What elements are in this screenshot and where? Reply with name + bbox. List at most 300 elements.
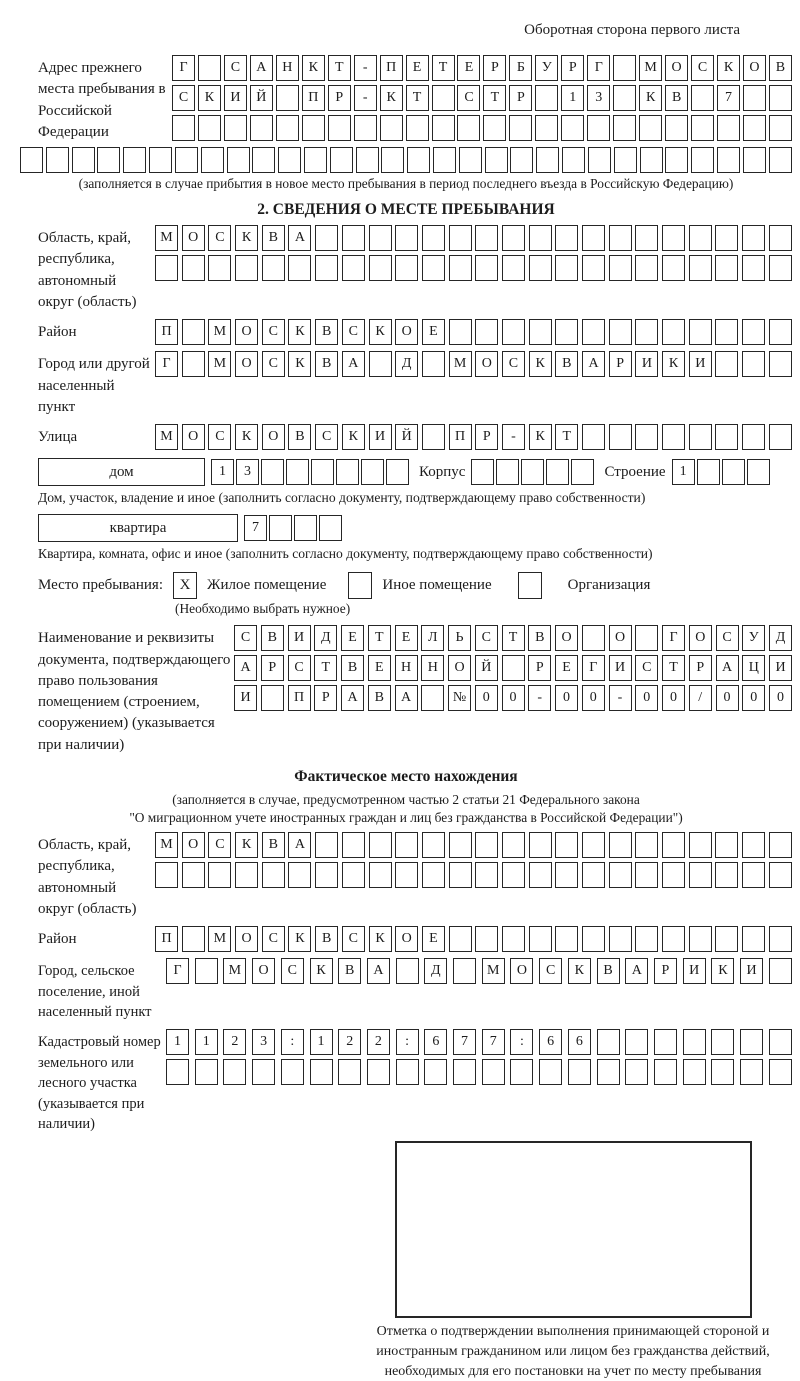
char-cell[interactable]: К (639, 85, 662, 111)
char-cell[interactable]: С (288, 655, 311, 681)
char-cell[interactable] (433, 147, 456, 173)
char-cell[interactable]: М (449, 351, 472, 377)
char-cell[interactable]: С (502, 351, 525, 377)
char-cell[interactable] (475, 862, 498, 888)
char-cell[interactable]: Г (662, 625, 685, 651)
char-cell[interactable] (369, 862, 392, 888)
char-cell[interactable]: К (380, 85, 403, 111)
char-cell[interactable]: С (208, 832, 231, 858)
char-cell[interactable]: 0 (716, 685, 739, 711)
char-cell[interactable]: М (208, 351, 231, 377)
char-cell[interactable]: Т (555, 424, 578, 450)
char-cell[interactable]: О (743, 55, 766, 81)
char-cell[interactable]: В (315, 351, 338, 377)
char-cell[interactable]: 1 (672, 459, 695, 485)
char-cell[interactable] (654, 1029, 677, 1055)
char-cell[interactable] (769, 1029, 792, 1055)
char-cell[interactable] (582, 225, 605, 251)
char-cell[interactable]: М (155, 832, 178, 858)
char-cell[interactable]: 1 (211, 459, 234, 485)
char-cell[interactable] (635, 862, 658, 888)
char-cell[interactable]: В (769, 55, 792, 81)
char-cell[interactable] (459, 147, 482, 173)
char-cell[interactable] (715, 319, 738, 345)
char-cell[interactable] (449, 832, 472, 858)
char-cell[interactable] (587, 115, 610, 141)
char-cell[interactable] (510, 1059, 533, 1085)
char-cell[interactable]: Т (314, 655, 337, 681)
char-cell[interactable] (613, 55, 636, 81)
char-cell[interactable]: 7 (482, 1029, 505, 1055)
char-cell[interactable]: П (449, 424, 472, 450)
char-cell[interactable]: Е (457, 55, 480, 81)
char-cell[interactable]: В (262, 225, 285, 251)
char-cell[interactable] (689, 926, 712, 952)
char-cell[interactable] (715, 926, 738, 952)
char-cell[interactable]: 0 (662, 685, 685, 711)
char-cell[interactable]: К (288, 319, 311, 345)
char-cell[interactable] (582, 926, 605, 952)
char-cell[interactable] (582, 255, 605, 281)
char-cell[interactable] (310, 1059, 333, 1085)
char-cell[interactable]: Т (368, 625, 391, 651)
char-cell[interactable] (182, 319, 205, 345)
char-cell[interactable] (342, 225, 365, 251)
char-cell[interactable]: Р (261, 655, 284, 681)
char-cell[interactable] (582, 424, 605, 450)
char-cell[interactable]: В (288, 424, 311, 450)
char-cell[interactable] (223, 1059, 246, 1085)
checkbox-inoe[interactable] (348, 572, 372, 599)
char-cell[interactable] (769, 424, 792, 450)
char-cell[interactable]: 0 (555, 685, 578, 711)
char-cell[interactable] (315, 862, 338, 888)
char-cell[interactable]: Р (483, 55, 506, 81)
char-cell[interactable] (609, 225, 632, 251)
char-cell[interactable] (338, 1059, 361, 1085)
char-cell[interactable]: К (198, 85, 221, 111)
char-cell[interactable]: О (182, 832, 205, 858)
checkbox-org[interactable] (518, 572, 542, 599)
char-cell[interactable] (262, 255, 285, 281)
char-cell[interactable]: К (568, 958, 591, 984)
char-cell[interactable] (597, 1029, 620, 1055)
char-cell[interactable] (561, 115, 584, 141)
char-cell[interactable]: Р (609, 351, 632, 377)
char-cell[interactable]: 0 (582, 685, 605, 711)
char-cell[interactable] (502, 926, 525, 952)
char-cell[interactable] (529, 832, 552, 858)
char-cell[interactable]: 3 (252, 1029, 275, 1055)
char-cell[interactable]: М (155, 225, 178, 251)
checkbox-zhiloe[interactable]: X (173, 572, 197, 599)
char-cell[interactable]: Е (395, 625, 418, 651)
char-cell[interactable]: О (252, 958, 275, 984)
char-cell[interactable]: У (742, 625, 765, 651)
char-cell[interactable] (662, 319, 685, 345)
char-cell[interactable] (155, 255, 178, 281)
char-cell[interactable] (697, 459, 720, 485)
char-cell[interactable]: И (234, 685, 257, 711)
char-cell[interactable]: Й (250, 85, 273, 111)
char-cell[interactable] (261, 459, 284, 485)
char-cell[interactable]: К (529, 424, 552, 450)
char-cell[interactable]: С (342, 926, 365, 952)
char-cell[interactable] (286, 459, 309, 485)
char-cell[interactable]: Е (422, 319, 445, 345)
char-cell[interactable] (689, 424, 712, 450)
char-cell[interactable] (483, 115, 506, 141)
char-cell[interactable] (330, 147, 353, 173)
char-cell[interactable] (432, 85, 455, 111)
char-cell[interactable] (562, 147, 585, 173)
char-cell[interactable] (449, 255, 472, 281)
char-cell[interactable]: Д (314, 625, 337, 651)
char-cell[interactable]: Р (328, 85, 351, 111)
char-cell[interactable] (689, 255, 712, 281)
char-cell[interactable]: Н (276, 55, 299, 81)
char-cell[interactable] (276, 115, 299, 141)
char-cell[interactable] (328, 115, 351, 141)
char-cell[interactable]: У (535, 55, 558, 81)
char-cell[interactable]: О (510, 958, 533, 984)
char-cell[interactable] (715, 255, 738, 281)
char-cell[interactable] (614, 147, 637, 173)
char-cell[interactable]: А (341, 685, 364, 711)
char-cell[interactable]: С (208, 424, 231, 450)
char-cell[interactable] (662, 255, 685, 281)
char-cell[interactable] (198, 115, 221, 141)
char-cell[interactable] (354, 115, 377, 141)
char-cell[interactable]: В (528, 625, 551, 651)
char-cell[interactable]: О (235, 319, 258, 345)
char-cell[interactable] (421, 685, 444, 711)
char-cell[interactable]: 7 (244, 515, 267, 541)
char-cell[interactable] (742, 255, 765, 281)
char-cell[interactable] (475, 319, 498, 345)
char-cell[interactable] (336, 459, 359, 485)
char-cell[interactable] (582, 832, 605, 858)
char-cell[interactable] (742, 862, 765, 888)
char-cell[interactable] (395, 225, 418, 251)
char-cell[interactable] (635, 424, 658, 450)
char-cell[interactable] (609, 862, 632, 888)
char-cell[interactable]: Е (555, 655, 578, 681)
char-cell[interactable]: О (609, 625, 632, 651)
char-cell[interactable]: Т (432, 55, 455, 81)
char-cell[interactable] (769, 862, 792, 888)
char-cell[interactable]: Г (582, 655, 605, 681)
char-cell[interactable]: А (367, 958, 390, 984)
char-cell[interactable] (97, 147, 120, 173)
char-cell[interactable] (529, 926, 552, 952)
char-cell[interactable]: - (502, 424, 525, 450)
char-cell[interactable] (743, 147, 766, 173)
char-cell[interactable] (406, 115, 429, 141)
char-cell[interactable]: 1 (310, 1029, 333, 1055)
char-cell[interactable] (288, 862, 311, 888)
char-cell[interactable]: Р (561, 55, 584, 81)
char-cell[interactable]: А (395, 685, 418, 711)
char-cell[interactable] (546, 459, 569, 485)
char-cell[interactable]: А (625, 958, 648, 984)
char-cell[interactable]: А (250, 55, 273, 81)
char-cell[interactable]: М (639, 55, 662, 81)
char-cell[interactable] (369, 351, 392, 377)
char-cell[interactable] (747, 459, 770, 485)
char-cell[interactable] (740, 1029, 763, 1055)
char-cell[interactable]: О (262, 424, 285, 450)
char-cell[interactable] (424, 1059, 447, 1085)
char-cell[interactable]: С (172, 85, 195, 111)
char-cell[interactable] (195, 1059, 218, 1085)
char-cell[interactable] (304, 147, 327, 173)
char-cell[interactable] (740, 1059, 763, 1085)
char-cell[interactable]: И (224, 85, 247, 111)
char-cell[interactable]: К (662, 351, 685, 377)
char-cell[interactable]: И (769, 655, 792, 681)
char-cell[interactable] (315, 832, 338, 858)
char-cell[interactable] (509, 115, 532, 141)
char-cell[interactable]: С (262, 319, 285, 345)
char-cell[interactable]: Р (654, 958, 677, 984)
char-cell[interactable]: 2 (223, 1029, 246, 1055)
char-cell[interactable] (662, 862, 685, 888)
char-cell[interactable] (571, 459, 594, 485)
char-cell[interactable]: М (155, 424, 178, 450)
char-cell[interactable] (367, 1059, 390, 1085)
char-cell[interactable] (482, 1059, 505, 1085)
char-cell[interactable]: 0 (635, 685, 658, 711)
char-cell[interactable]: В (555, 351, 578, 377)
char-cell[interactable] (369, 832, 392, 858)
char-cell[interactable] (198, 55, 221, 81)
char-cell[interactable] (195, 958, 218, 984)
char-cell[interactable] (342, 862, 365, 888)
char-cell[interactable]: Й (395, 424, 418, 450)
char-cell[interactable] (717, 147, 740, 173)
char-cell[interactable] (502, 255, 525, 281)
char-cell[interactable]: К (717, 55, 740, 81)
char-cell[interactable] (449, 319, 472, 345)
char-cell[interactable]: О (182, 225, 205, 251)
char-cell[interactable] (182, 351, 205, 377)
char-cell[interactable] (743, 115, 766, 141)
char-cell[interactable]: О (395, 319, 418, 345)
char-cell[interactable] (625, 1029, 648, 1055)
char-cell[interactable]: А (582, 351, 605, 377)
char-cell[interactable]: Д (395, 351, 418, 377)
char-cell[interactable]: К (310, 958, 333, 984)
char-cell[interactable]: А (234, 655, 257, 681)
char-cell[interactable]: А (288, 832, 311, 858)
char-cell[interactable] (208, 255, 231, 281)
char-cell[interactable]: : (281, 1029, 304, 1055)
char-cell[interactable] (302, 115, 325, 141)
char-cell[interactable] (613, 115, 636, 141)
char-cell[interactable]: С (457, 85, 480, 111)
char-cell[interactable] (201, 147, 224, 173)
char-cell[interactable]: В (341, 655, 364, 681)
char-cell[interactable] (502, 225, 525, 251)
char-cell[interactable]: : (510, 1029, 533, 1055)
char-cell[interactable] (568, 1059, 591, 1085)
char-cell[interactable] (471, 459, 494, 485)
char-cell[interactable] (769, 147, 792, 173)
char-cell[interactable] (662, 424, 685, 450)
char-cell[interactable] (386, 459, 409, 485)
char-cell[interactable] (742, 225, 765, 251)
char-cell[interactable] (555, 832, 578, 858)
char-cell[interactable] (356, 147, 379, 173)
char-cell[interactable] (582, 862, 605, 888)
char-cell[interactable] (769, 85, 792, 111)
char-cell[interactable]: И (635, 351, 658, 377)
char-cell[interactable] (691, 85, 714, 111)
char-cell[interactable] (769, 319, 792, 345)
char-cell[interactable]: К (235, 225, 258, 251)
char-cell[interactable]: К (288, 351, 311, 377)
char-cell[interactable] (182, 862, 205, 888)
char-cell[interactable]: И (609, 655, 632, 681)
char-cell[interactable]: О (395, 926, 418, 952)
char-cell[interactable]: 3 (587, 85, 610, 111)
char-cell[interactable] (278, 147, 301, 173)
char-cell[interactable]: 0 (769, 685, 792, 711)
char-cell[interactable] (769, 958, 792, 984)
char-cell[interactable] (639, 115, 662, 141)
char-cell[interactable] (625, 1059, 648, 1085)
char-cell[interactable]: Р (689, 655, 712, 681)
char-cell[interactable] (715, 225, 738, 251)
char-cell[interactable]: В (315, 926, 338, 952)
char-cell[interactable]: Г (587, 55, 610, 81)
char-cell[interactable] (555, 225, 578, 251)
char-cell[interactable] (662, 926, 685, 952)
char-cell[interactable]: : (396, 1029, 419, 1055)
char-cell[interactable]: А (716, 655, 739, 681)
char-cell[interactable]: К (302, 55, 325, 81)
char-cell[interactable]: Е (368, 655, 391, 681)
char-cell[interactable] (422, 225, 445, 251)
char-cell[interactable] (172, 115, 195, 141)
char-cell[interactable] (396, 1059, 419, 1085)
char-cell[interactable] (422, 351, 445, 377)
char-cell[interactable] (555, 862, 578, 888)
char-cell[interactable] (742, 424, 765, 450)
char-cell[interactable]: Т (483, 85, 506, 111)
char-cell[interactable] (510, 147, 533, 173)
char-cell[interactable] (175, 147, 198, 173)
char-cell[interactable]: П (288, 685, 311, 711)
char-cell[interactable]: О (689, 625, 712, 651)
char-cell[interactable]: - (354, 55, 377, 81)
char-cell[interactable] (715, 424, 738, 450)
char-cell[interactable]: И (740, 958, 763, 984)
char-cell[interactable]: В (315, 319, 338, 345)
char-cell[interactable] (311, 459, 334, 485)
char-cell[interactable] (635, 225, 658, 251)
char-cell[interactable] (155, 862, 178, 888)
char-cell[interactable]: Т (328, 55, 351, 81)
char-cell[interactable]: С (234, 625, 257, 651)
char-cell[interactable] (665, 115, 688, 141)
char-cell[interactable]: О (235, 926, 258, 952)
char-cell[interactable] (717, 115, 740, 141)
char-cell[interactable] (743, 85, 766, 111)
char-cell[interactable]: 0 (475, 685, 498, 711)
char-cell[interactable] (711, 1059, 734, 1085)
char-cell[interactable] (261, 685, 284, 711)
char-cell[interactable]: П (155, 319, 178, 345)
char-cell[interactable]: С (635, 655, 658, 681)
char-cell[interactable]: - (354, 85, 377, 111)
char-cell[interactable] (742, 926, 765, 952)
char-cell[interactable] (582, 625, 605, 651)
char-cell[interactable] (449, 926, 472, 952)
char-cell[interactable]: Е (341, 625, 364, 651)
char-cell[interactable] (529, 319, 552, 345)
char-cell[interactable] (342, 832, 365, 858)
char-cell[interactable] (683, 1059, 706, 1085)
char-cell[interactable] (422, 832, 445, 858)
char-cell[interactable] (342, 255, 365, 281)
char-cell[interactable] (613, 85, 636, 111)
char-cell[interactable] (395, 862, 418, 888)
char-cell[interactable]: О (555, 625, 578, 651)
char-cell[interactable]: К (288, 926, 311, 952)
char-cell[interactable]: С (224, 55, 247, 81)
char-cell[interactable] (252, 1059, 275, 1085)
char-cell[interactable] (715, 351, 738, 377)
char-cell[interactable]: 7 (453, 1029, 476, 1055)
char-cell[interactable]: Р (509, 85, 532, 111)
char-cell[interactable]: О (475, 351, 498, 377)
char-cell[interactable]: С (691, 55, 714, 81)
char-cell[interactable]: К (369, 926, 392, 952)
char-cell[interactable] (475, 225, 498, 251)
char-cell[interactable] (269, 515, 292, 541)
char-cell[interactable] (715, 862, 738, 888)
char-cell[interactable]: Ь (448, 625, 471, 651)
char-cell[interactable]: А (342, 351, 365, 377)
char-cell[interactable] (529, 225, 552, 251)
char-cell[interactable] (485, 147, 508, 173)
char-cell[interactable] (224, 115, 247, 141)
char-cell[interactable] (683, 1029, 706, 1055)
char-cell[interactable] (227, 147, 250, 173)
char-cell[interactable]: И (689, 351, 712, 377)
char-cell[interactable]: Г (166, 958, 189, 984)
char-cell[interactable] (502, 862, 525, 888)
char-cell[interactable] (769, 1059, 792, 1085)
char-cell[interactable] (665, 147, 688, 173)
char-cell[interactable] (502, 655, 525, 681)
char-cell[interactable]: А (288, 225, 311, 251)
char-cell[interactable] (123, 147, 146, 173)
char-cell[interactable]: Л (421, 625, 444, 651)
char-cell[interactable]: В (261, 625, 284, 651)
char-cell[interactable]: 1 (195, 1029, 218, 1055)
char-cell[interactable] (689, 832, 712, 858)
char-cell[interactable] (689, 319, 712, 345)
char-cell[interactable] (635, 319, 658, 345)
char-cell[interactable] (396, 958, 419, 984)
char-cell[interactable] (654, 1059, 677, 1085)
char-cell[interactable] (315, 255, 338, 281)
char-cell[interactable] (662, 225, 685, 251)
char-cell[interactable] (319, 515, 342, 541)
